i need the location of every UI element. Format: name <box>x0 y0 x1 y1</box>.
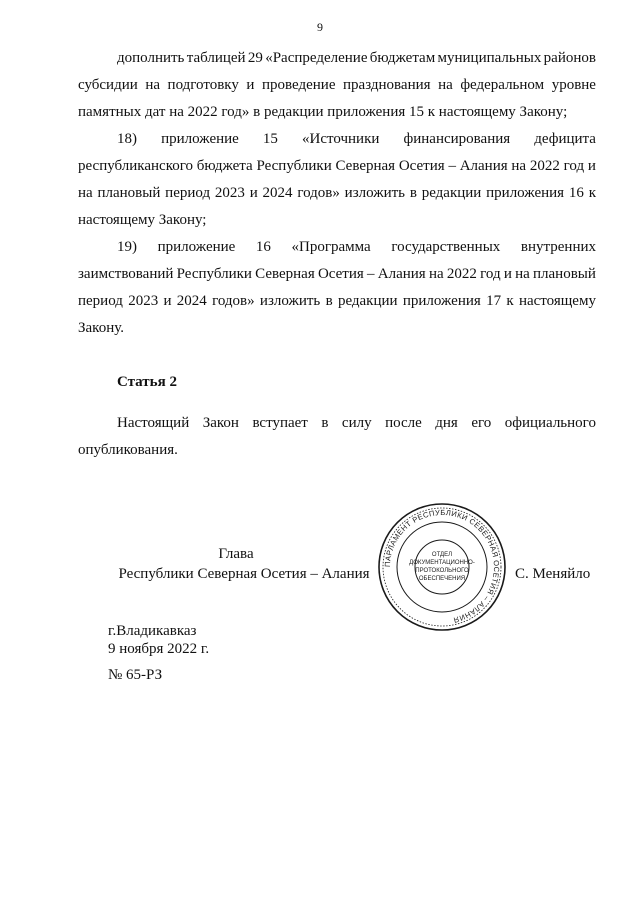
item-19-line-2 <box>78 265 596 284</box>
word: годов» <box>212 293 255 309</box>
word: 16 <box>255 239 271 255</box>
word: редакции <box>337 293 398 309</box>
item-18-line-2 <box>78 157 596 176</box>
word: 15 <box>262 131 278 147</box>
word: на <box>145 77 160 93</box>
word: и <box>249 185 258 201</box>
seal-center-line-2: ДОКУМЕНТАЦИОННО- <box>409 560 475 566</box>
signatory-title-line-2: Республики Северная Осетия – Алания <box>118 566 370 582</box>
item-18-line-1 <box>117 130 596 149</box>
word: республиканского <box>78 158 193 174</box>
word: 2024 <box>176 293 207 309</box>
page-number: 9 <box>317 20 323 34</box>
word: плановый <box>97 185 161 201</box>
word: празднования <box>343 77 431 93</box>
word: «Программа <box>291 239 371 255</box>
word: дня <box>435 415 458 431</box>
word: Настоящий <box>117 415 190 431</box>
word: бюджетам <box>369 50 436 66</box>
word: 29 <box>247 50 263 66</box>
seal-ring-text: ПАРЛАМЕНТ РЕСПУБЛИКИ СЕВЕРНАЯ ОСЕТИЯ – АЛАНИЯ <box>382 507 502 625</box>
official-seal <box>376 501 508 633</box>
word: приложения <box>402 293 481 309</box>
word: районов <box>543 50 596 66</box>
word: Северная <box>255 266 315 282</box>
word: приложения <box>486 185 565 201</box>
seal-center-line-1: ОТДЕЛ <box>431 552 453 558</box>
word: Алания <box>459 158 508 174</box>
word: вступает <box>252 415 308 431</box>
word: год <box>563 158 585 174</box>
word: настоящему <box>518 293 596 309</box>
word: на <box>428 266 444 282</box>
city-line: г.Владикавказ <box>108 623 197 639</box>
word: субсидии <box>78 77 138 93</box>
word: дополнить <box>117 50 185 66</box>
paragraph-1-line-3: памятных дат на 2022 год» в редакции приложения 15 к настоящему Закону; <box>78 104 568 120</box>
word: 2024 <box>262 185 293 201</box>
word: приложение <box>157 239 236 255</box>
word: проведение <box>262 77 336 93</box>
article-2-line-2: опубликования. <box>78 442 178 458</box>
word: подготовку <box>167 77 239 93</box>
article-2-heading: Статья 2 <box>117 374 177 390</box>
word: Закон <box>202 415 239 431</box>
word: на <box>515 266 530 282</box>
word: Алания <box>377 266 426 282</box>
paragraph-1-line-2 <box>78 76 596 95</box>
word: – <box>448 158 456 174</box>
word: силу <box>341 415 372 431</box>
word: 2022 <box>446 266 477 282</box>
word: 18) <box>117 131 137 147</box>
word: к <box>588 185 596 201</box>
word: год <box>480 266 501 282</box>
item-19-line-4: Закону. <box>78 320 124 336</box>
word: Республики <box>256 158 332 174</box>
word: 2023 <box>128 293 159 309</box>
word: и <box>587 158 596 174</box>
word: 2023 <box>214 185 245 201</box>
date-line: 9 ноября 2022 г. <box>108 641 210 657</box>
word: «Источники <box>302 131 380 147</box>
signatory-name: С. Меняйло <box>515 566 591 582</box>
article-2-line-1 <box>117 414 596 433</box>
word: период <box>165 185 211 201</box>
word: на <box>511 158 527 174</box>
word: годов» <box>297 185 340 201</box>
word: внутренних <box>520 239 596 255</box>
word: его <box>471 415 492 431</box>
word: – <box>367 266 375 282</box>
word: официального <box>504 415 596 431</box>
word: редакции <box>421 185 482 201</box>
word: и <box>163 293 172 309</box>
word: муниципальных <box>437 50 542 66</box>
word: на <box>438 77 453 93</box>
word: в <box>325 293 333 309</box>
svg-text:ПАРЛАМЕНТ РЕСПУБЛИКИ СЕВЕРНАЯ <box>383 508 501 625</box>
word: и <box>503 266 512 282</box>
signatory-title-line-1: Глава <box>218 546 254 562</box>
word: уровне <box>551 77 596 93</box>
seal-center-line-4: ОБЕСПЕЧЕНИЯ <box>418 576 466 582</box>
word: финансирования <box>403 131 511 147</box>
word: плановый <box>533 266 596 282</box>
item-18-line-3 <box>78 184 596 203</box>
word: и <box>246 77 255 93</box>
word: 19) <box>117 239 137 255</box>
word: таблицей <box>186 50 246 66</box>
item-19-line-3 <box>78 292 596 311</box>
word: Осетия <box>398 158 445 174</box>
word: в <box>321 415 329 431</box>
word: изложить <box>259 293 321 309</box>
item-19-line-1 <box>117 238 596 257</box>
word: Северная <box>335 158 396 174</box>
word: «Распределение <box>265 50 368 66</box>
word: после <box>385 415 422 431</box>
word: государственных <box>391 239 501 255</box>
word: к <box>506 293 514 309</box>
word: бюджета <box>196 158 253 174</box>
word: в <box>409 185 417 201</box>
word: 16 <box>568 185 584 201</box>
word: 2022 <box>529 158 560 174</box>
law-number: № 65-РЗ <box>108 667 163 683</box>
word: изложить <box>344 185 406 201</box>
word: заимствований <box>78 266 174 282</box>
paragraph-1-line-1 <box>117 49 596 68</box>
word: период <box>78 293 123 309</box>
word: федеральном <box>460 77 545 93</box>
word: на <box>78 185 93 201</box>
word: Республики <box>176 266 252 282</box>
word: дефицита <box>534 131 596 147</box>
word: 17 <box>486 293 502 309</box>
word: приложение <box>161 131 239 147</box>
seal-center-line-3: ПРОТОКОЛЬНОГО <box>415 568 469 574</box>
item-18-line-4: настоящему Закону; <box>78 212 207 228</box>
word: Осетия <box>317 266 364 282</box>
